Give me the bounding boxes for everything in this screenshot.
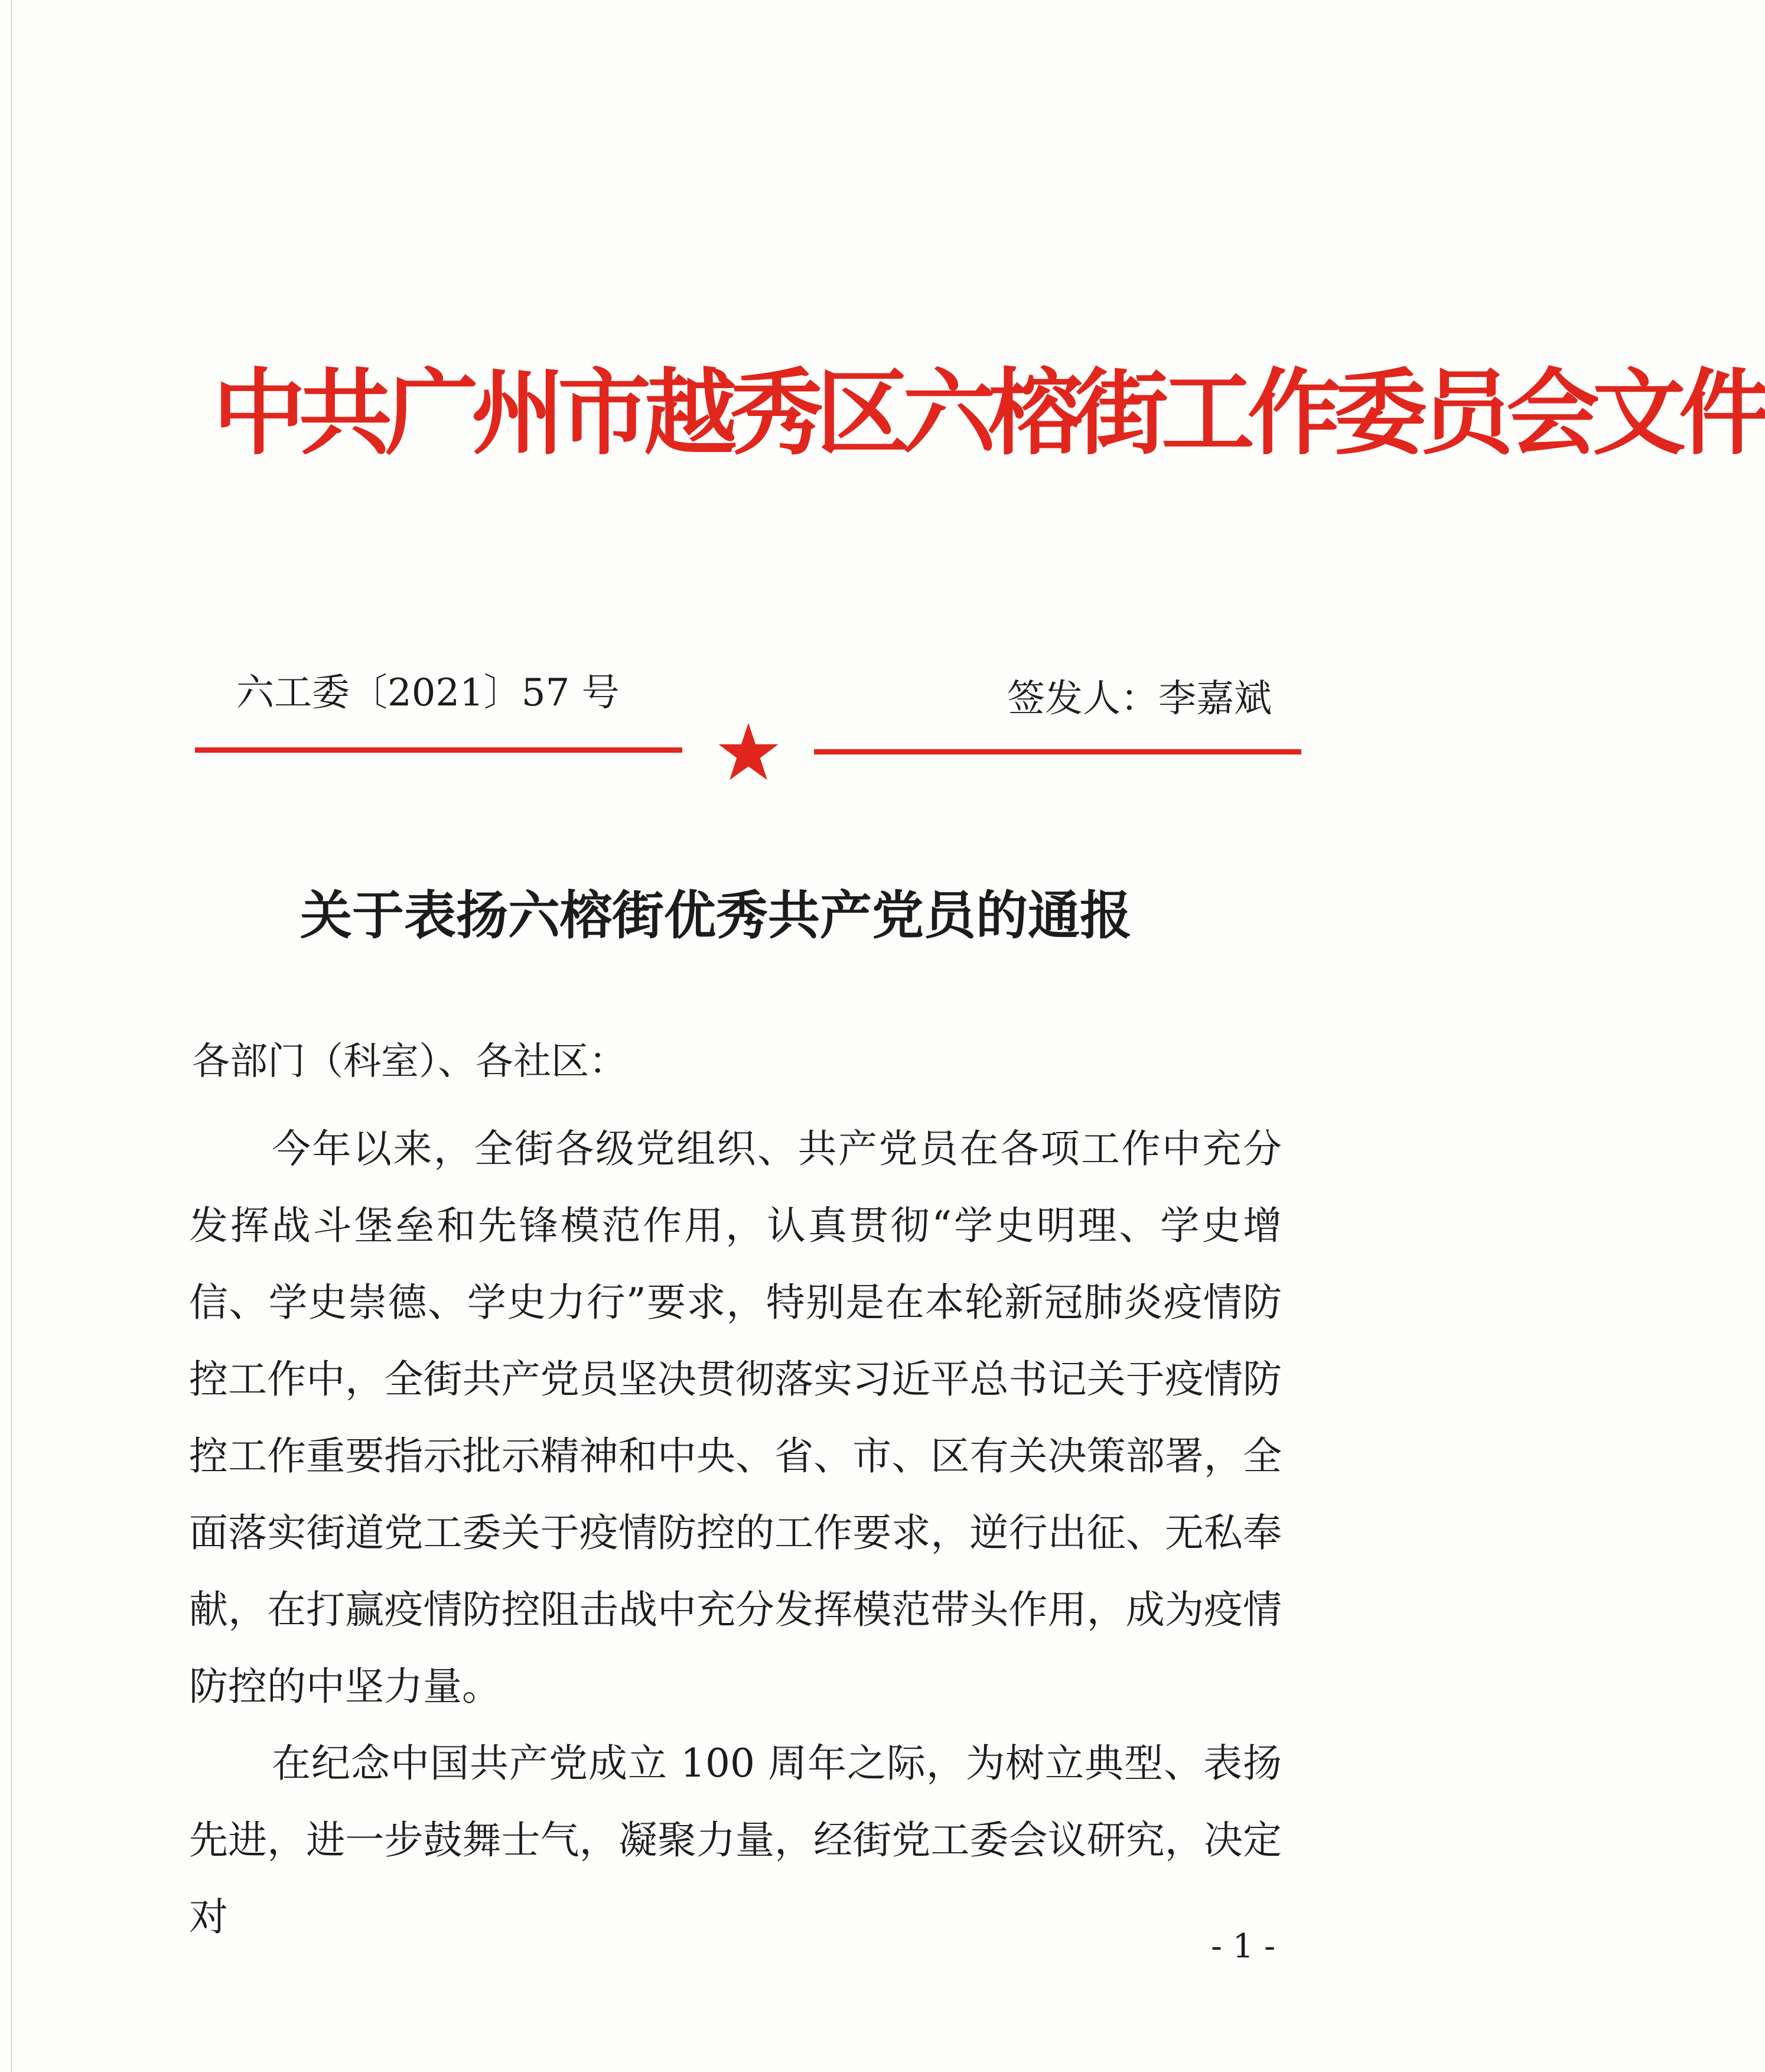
- salutation: 各部门（科室）、各社区：: [192, 1040, 627, 1084]
- page-number: - 1 -: [1211, 1927, 1276, 1966]
- document-number: 六工委〔2021〕57 号: [236, 671, 620, 715]
- red-rule-right: [814, 749, 1301, 754]
- issuer-signature: 签发人：李嘉斌: [1007, 677, 1272, 721]
- body-paragraph: 在纪念中国共产党成立 100 周年之际，为树立典型、表扬先进，进一步鼓舞士气，凝聚力量，经街党工委会议研究，决定对: [189, 1741, 1282, 1940]
- scan-margin-line: [11, 0, 12, 2072]
- red-star-icon: [716, 720, 781, 785]
- red-rule-left: [195, 747, 682, 753]
- document-header-title: 中共广州市越秀区六榕街工作委员会文件: [213, 359, 1765, 468]
- body-paragraph: 今年以来，全街各级党组织、共产党员在各项工作中充分发挥战斗堡垒和先锋模范作用，认真贯彻“学史明理、学史增信、学史崇德、学史力行”要求，特别是在本轮新冠肺炎疫情防控工作中，全街共产党员坚决贯彻落实习近平总书记关于疫情防控工作重要指示批示精神和中央、省、市、区有关决策部署，全面落实街道党工委关于疫情防控的工作要求，逆行出征、无私奉献，在打赢疫情防控阻击战中充分发挥模范带头作用，成为疫情防控的中坚力量。: [189, 1126, 1282, 1709]
- notice-title: 关于表扬六榕街优秀共产党员的通报: [300, 885, 1132, 946]
